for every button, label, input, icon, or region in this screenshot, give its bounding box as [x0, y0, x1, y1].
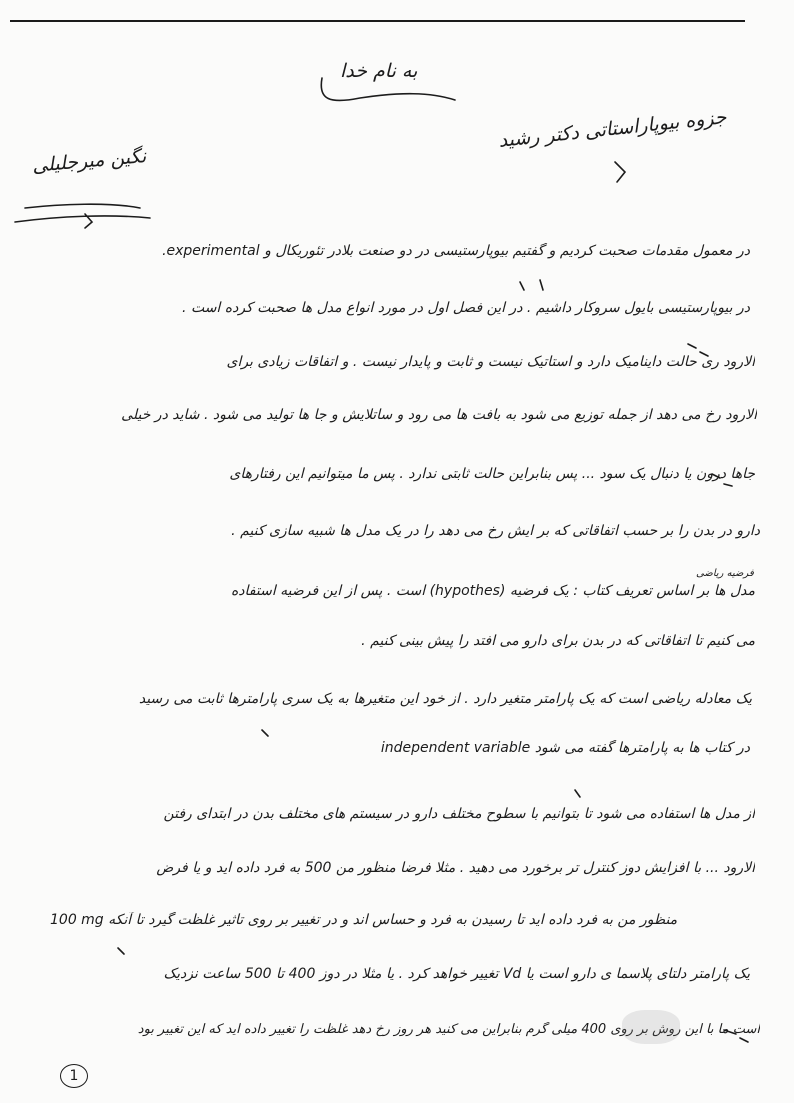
basmala-heading: به نام خدا	[340, 60, 418, 82]
apostrophe-marks	[520, 280, 543, 290]
overdots-line11	[575, 790, 580, 797]
note-line: می کنیم تا اتفاقاتی که در بدن برای دارو می افتد را پیش بینی کنیم .	[361, 633, 755, 649]
note-line: مدل ها بر اساس تعریف کتاب : یک فرضیه (hypothes) است . پس از این فرضیه استفاده	[230, 583, 755, 599]
note-line: دارو در بدن را بر حسب اتفاقاتی که بر ایش رخ می دهد را در یک مدل ها شبیه سازی کنیم .	[231, 523, 760, 539]
note-line: است ما با این روش بر روی 400 میلی گرم بنابراین می کنید هر روز رخ دهد غلظت را تغییر داده اید که این تغییر بود	[137, 1022, 760, 1037]
author-name: نگین میرجلیلی	[31, 145, 148, 177]
page-number: 1	[60, 1064, 88, 1088]
title-check-mark	[615, 162, 625, 182]
notes-title: جزوه بیوپاراستاتی دکتر رشید	[497, 106, 728, 152]
note-line: در بیوپارستیسی بایول سروکار داشیم . در این فصل اول در مورد انواع مدل ها صحبت کرده است .	[182, 300, 750, 316]
note-line: الارود ری حالت داینامیک دارد و استاتیک نیست و ثابت و پایدار نیست . و اتفاقات زیادی برای	[226, 354, 755, 370]
ink-smudge	[622, 1010, 680, 1044]
note-line: الارود رخ می دهد از جمله توزیع می شود به بافت ها می رود و ساتلایش و جا ها تولید می شود . شاید در خیلی	[121, 407, 757, 423]
note-line: یک معادله ریاضی است که یک پارامتر متغیر دارد . از خود این متغیرها به یک سری پارامترها ثابت می رسید	[138, 691, 752, 707]
note-line: یک پارامتر دلتای پلاسما ی دارو است یا Vd تغییر خواهد کرد . یا مثلا در دوز 400 تا 500 ساعت نزدیک	[163, 966, 750, 982]
author-underline-2	[15, 216, 150, 222]
margin-annotation: فرضیه ریاضی	[696, 568, 754, 579]
note-line: جاها درون یا دنبال یک سود ... پس بنابراین حالت ثابتی ندارد . پس ما میتوانیم این رفتارهای	[229, 466, 755, 482]
note-line: در معمول مقدمات صحبت کردیم و گفتیم بیوپارستیسی در دو صنعت بلادر تئوریکال و experimental.	[162, 243, 750, 259]
author-underline	[25, 204, 140, 208]
note-line: الارود ... با افزایش دوز کنترل تر برخورد می دهید . مثلا فرضا منظور من 500 به فرد داده اید و یا فرض	[156, 860, 755, 876]
note-line: از مدل ها استفاده می شود تا بتوانیم با سطوح مختلف دارو در سیستم های مختلف بدن در ابتدای رفتن	[163, 806, 755, 822]
overdots-line10	[262, 730, 268, 736]
note-line: در کتاب ها به پارامترها گفته می شود independent variable	[380, 740, 750, 756]
note-line: 100 mg منظور من به فرد داده اید تا رسیدن به فرد و حساس اند و در تغییر بر روی تاثیر غلظت گیرد تا آنکه	[50, 912, 678, 928]
overdots-line14	[118, 948, 124, 954]
